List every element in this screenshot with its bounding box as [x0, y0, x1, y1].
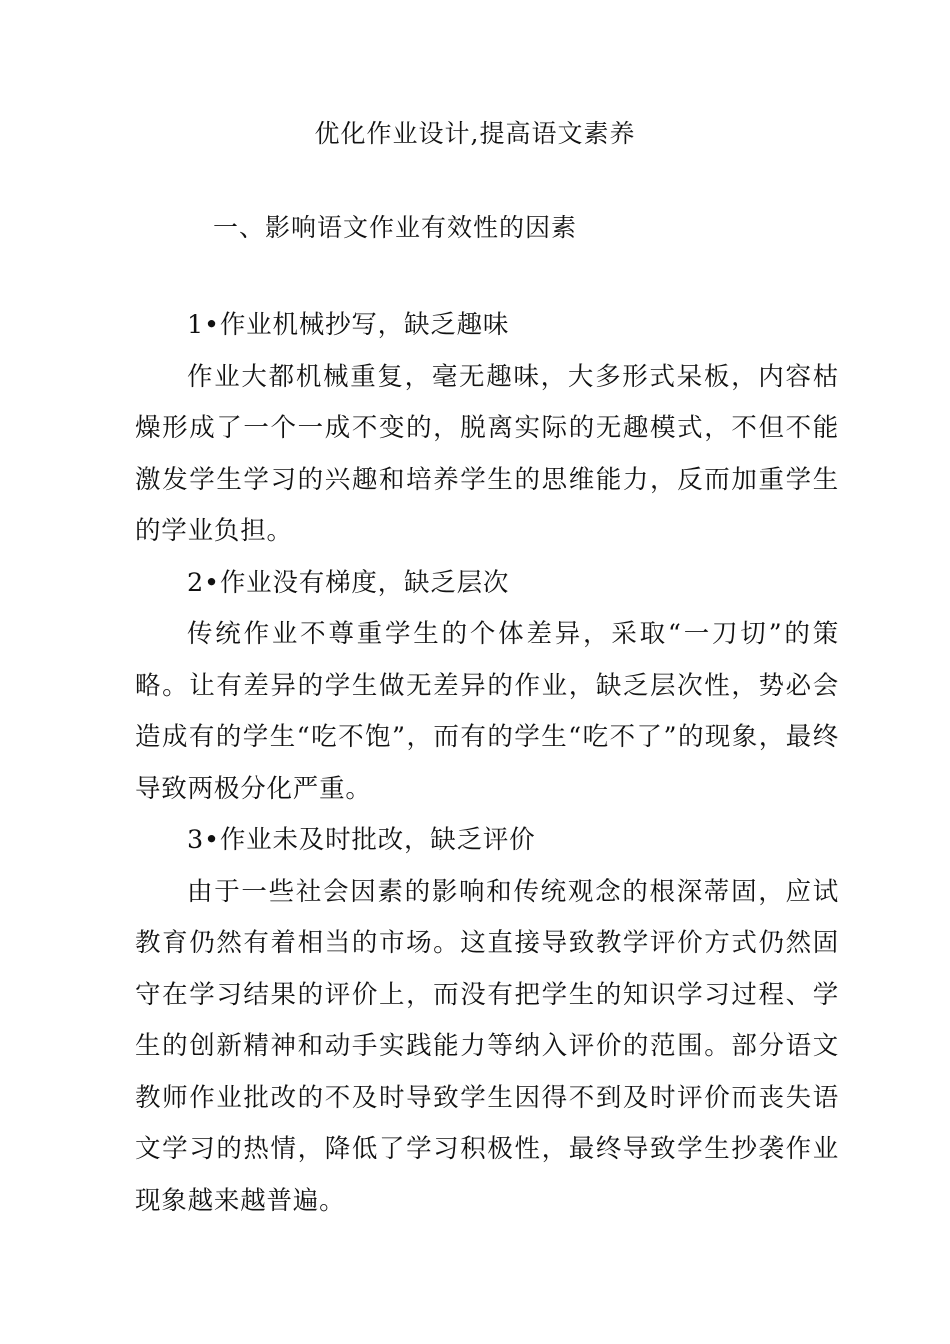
item-1-paragraph: 作业大都机械重复，毫无趣味，大多形式呆板，内容枯燥形成了一个一成不变的，脱离实际的无趣模式，不但不能激发学生学习的兴趣和培养学生的思维能力，反而加重学生的学业负担。: [135, 361, 839, 546]
section-heading: 一、影响语文作业有效性的因素: [213, 213, 578, 242]
item-3-paragraph: 由于一些社会因素的影响和传统观念的根深蒂固，应试教育仍然有着相当的市场。这直接导致教学评价方式仍然固守在学习结果的评价上，而没有把学生的知识学习过程、学生的创新精神和动手实践能力等纳入评价的范围。部分语文教师作业批改的不及时导致学生因得不到及时评价而丧失语文学习的热情，降低了学习积极性，最终导致学生抄袭作业现象越来越普遍。: [135, 876, 839, 1216]
body-content: [135, 300, 839, 1227]
item-1-heading: 1•作业机械抄写，缺乏趣味: [187, 310, 510, 340]
item-2-heading: 2•作业没有梯度，缺乏层次: [187, 567, 510, 598]
item-2-paragraph: 传统作业不尊重学生的个体差异，采取“一刀切”的策略。让有差异的学生做无差异的作业，缺乏层次性，势必会造成有的学生“吃不饱”，而有的学生“吃不了”的现象，最终导致两极分化严重。: [135, 619, 839, 804]
item-3-heading: 3•作业未及时批改，缺乏评价: [187, 825, 536, 855]
document-title: 优化作业设计,提高语文素养: [314, 119, 636, 148]
